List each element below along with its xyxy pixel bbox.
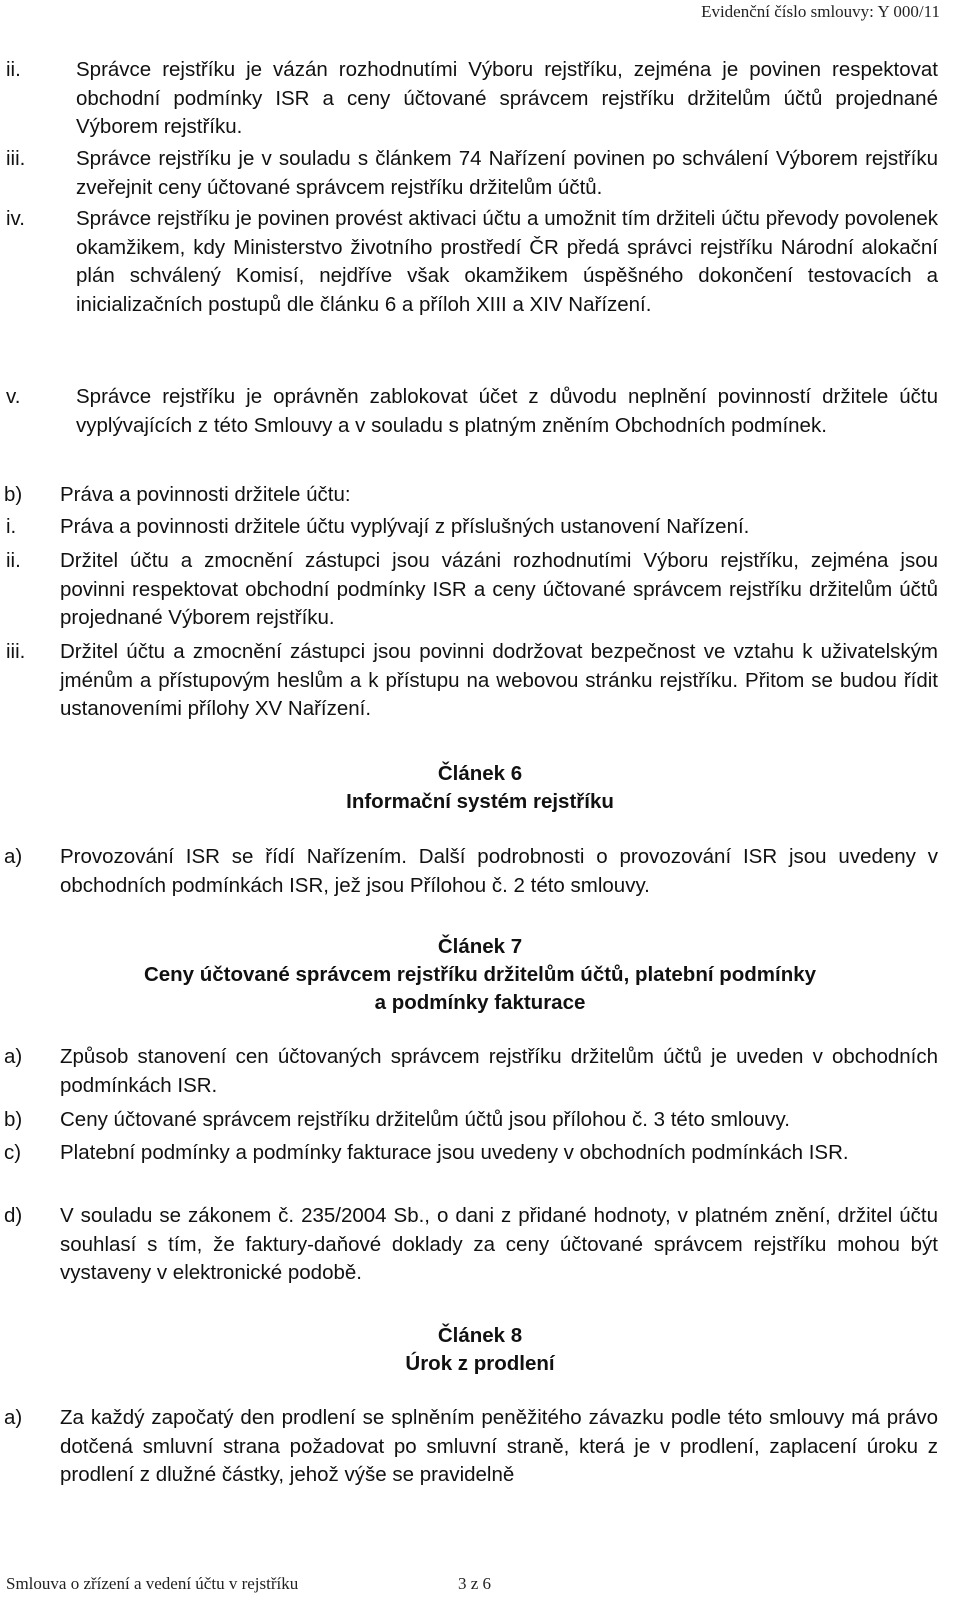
item-text: Provozování ISR se řídí Nařízením. Další podrobnosti o provozování ISR jsou uvedeny v obchodních podmínkách ISR, jež jsou Přílohou č. 2 této smlouvy.: [60, 845, 938, 897]
item-text: Za každý započatý den prodlení se splněním peněžitého závazku podle této smlouvy má právo dotčená smluvní strana požadovat po smluvní straně, která je v prodlení, zaplacení úroku z prodlení z dlužné částky, jehož výše se pravidelně: [60, 1406, 938, 1486]
contract-reference: Evidenční číslo smlouvy: Y 000/11: [701, 2, 940, 21]
item-marker: d): [4, 1204, 23, 1227]
item-marker: ii.: [6, 549, 21, 572]
item-marker: ii.: [6, 58, 21, 81]
item-marker: c): [4, 1141, 22, 1164]
item-marker: b): [4, 483, 23, 506]
item-marker: iii.: [6, 147, 26, 170]
item-marker: iii.: [6, 640, 26, 663]
item-marker: i.: [6, 515, 17, 538]
item-marker: a): [4, 1406, 23, 1429]
item-marker: v.: [6, 385, 21, 408]
footer-document-title: Smlouva o zřízení a vedení účtu v rejstříku: [6, 1574, 299, 1593]
article-6-title: Informační systém rejstříku: [346, 790, 614, 813]
item-text: Práva a povinnosti držitele účtu vyplývají z příslušných ustanovení Nařízení.: [60, 515, 750, 538]
article-6-number: Článek 6: [437, 762, 523, 785]
item-text: Správce rejstříku je povinen provést aktivaci účtu a umožnit tím držiteli účtu převody povolenek okamžikem, kdy Ministerstvo životního prostředí ČR předá správci rejstříku Národní alokační plán schválený Komisí, nejdříve však okamžikem úspěšného dokončení testovacích a inicializačních postupů dle článku 6 a příloh XIII a XIV Nařízení.: [76, 207, 938, 316]
article-7-number: Článek 7: [437, 935, 523, 958]
item-text: V souladu se zákonem č. 235/2004 Sb., o dani z přidané hodnoty, v platném znění, držitel účtu souhlasí s tím, že faktury-daňové doklady za ceny účtované správcem rejstříku mohou být vystaveny v elektronické podobě.: [60, 1204, 938, 1284]
item-text: Držitel účtu a zmocnění zástupci jsou povinni dodržovat bezpečnost ve vztahu k uživatelským jménům a přístupovým heslům a k přístupu na webovou stránku rejstříku. Přitom se budou řídit ustanoveními přílohy XV Nařízení.: [60, 640, 938, 720]
article-8-number: Článek 8: [437, 1324, 523, 1347]
article-7-title-line1: Ceny účtované správcem rejstříku držitelům účtů, platební podmínky: [143, 963, 817, 986]
item-text: Správce rejstříku je v souladu s článkem 74 Nařízení povinen po schválení Výborem rejstříku zveřejnit ceny účtované správcem rejstříku držitelům účtů.: [76, 147, 938, 199]
item-marker: iv.: [6, 207, 25, 230]
page-number: 3 z 6: [458, 1574, 492, 1593]
item-text: Správce rejstříku je oprávněn zablokovat účet z důvodu neplnění povinností držitele účtu vyplývajících z této Smlouvy a v souladu s platným zněním Obchodních podmínek.: [76, 385, 938, 437]
article-7-title-line2: a podmínky fakturace: [374, 991, 586, 1014]
item-marker: a): [4, 1045, 23, 1068]
item-text: Způsob stanovení cen účtovaných správcem rejstříku držitelům účtů je uveden v obchodních podmínkách ISR.: [60, 1045, 938, 1097]
item-marker: b): [4, 1108, 23, 1131]
article-8-title: Úrok z prodlení: [405, 1352, 555, 1375]
item-text: Držitel účtu a zmocnění zástupci jsou vázáni rozhodnutími Výboru rejstříku, zejména jsou povinni respektovat obchodní podmínky ISR a ceny účtované správcem rejstříku držitelům účtů projednané Výborem rejstříku.: [60, 549, 938, 629]
item-text: Ceny účtované správcem rejstříku držitelům účtů jsou přílohou č. 3 této smlouvy.: [60, 1108, 790, 1131]
item-marker: a): [4, 845, 23, 868]
section-title: Práva a povinnosti držitele účtu:: [60, 483, 351, 506]
item-text: Správce rejstříku je vázán rozhodnutími Výboru rejstříku, zejména je povinen respektovat obchodní podmínky ISR a ceny účtované správcem rejstříku držitelům účtů projednané Výborem rejstříku.: [76, 58, 938, 138]
item-text: Platební podmínky a podmínky fakturace jsou uvedeny v obchodních podmínkách ISR.: [60, 1141, 849, 1164]
